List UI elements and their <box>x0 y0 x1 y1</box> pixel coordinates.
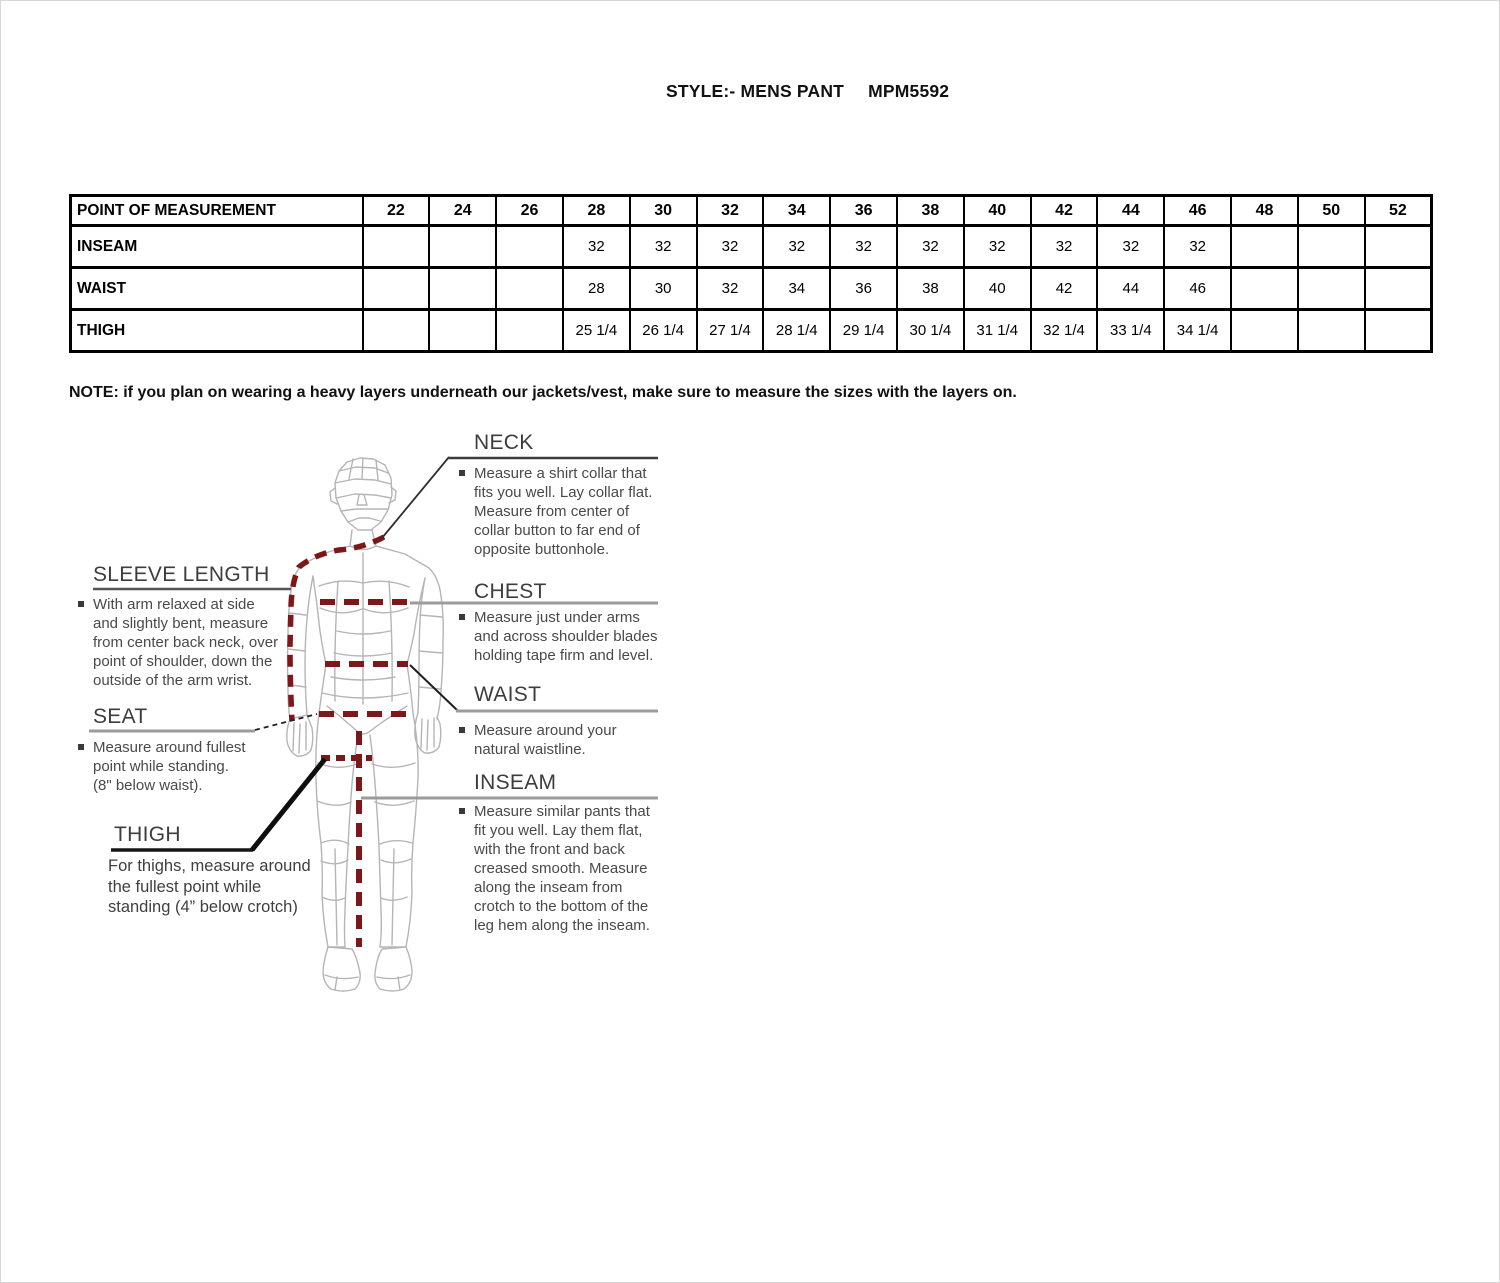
page-title <box>666 81 949 102</box>
guide-text-line: Measure a shirt collar that <box>474 465 647 482</box>
guide-text-line: Measure from center of <box>474 503 630 520</box>
size-value-cell: 26 1/4 <box>630 310 697 352</box>
size-column-header: 26 <box>496 196 563 226</box>
guide-text-line: Measure around fullest <box>93 739 246 756</box>
size-value-cell: 32 <box>897 226 964 268</box>
waist-connector-line <box>410 665 457 710</box>
size-column-header: 50 <box>1298 196 1365 226</box>
size-value-cell <box>496 268 563 310</box>
size-value-cell: 33 1/4 <box>1097 310 1164 352</box>
sleeve-length-instructions <box>93 595 278 690</box>
guide-text-line: point of shoulder, down the <box>93 653 273 670</box>
measurement-row-label: INSEAM <box>71 226 363 268</box>
neck-bullet-icon <box>459 470 465 476</box>
size-value-cell: 32 <box>1031 226 1098 268</box>
neck-label: NECK <box>474 431 534 454</box>
size-value-cell <box>496 310 563 352</box>
size-column-header: 36 <box>830 196 897 226</box>
size-value-cell <box>1231 310 1298 352</box>
seat-label: SEAT <box>93 705 148 728</box>
note-text: NOTE: if you plan on wearing a heavy layers underneath our jackets/vest, make sure to measure the sizes with the layers on. <box>69 384 1017 401</box>
size-value-cell: 28 <box>563 268 630 310</box>
guide-text-line: outside of the arm wrist. <box>93 672 253 689</box>
size-value-cell <box>429 310 496 352</box>
size-value-cell: 32 1/4 <box>1031 310 1098 352</box>
point-of-measurement-header: POINT OF MEASUREMENT <box>71 196 363 226</box>
size-value-cell: 32 <box>697 226 764 268</box>
guide-text-line: crotch to the bottom of the <box>474 898 649 915</box>
chest-label: CHEST <box>474 580 547 603</box>
size-value-cell <box>1365 310 1432 352</box>
style-label: STYLE:- MENS PANT <box>666 81 845 101</box>
guide-text-line: natural waistline. <box>474 741 586 758</box>
thigh-connector-line <box>252 759 325 850</box>
chest-bullet-icon <box>459 614 465 620</box>
guide-text-line: point while standing. <box>93 758 229 775</box>
table-row <box>71 310 1432 352</box>
guide-text-line: creased smooth. Measure <box>474 860 648 877</box>
size-column-header: 42 <box>1031 196 1098 226</box>
size-value-cell: 42 <box>1031 268 1098 310</box>
guide-text-line: For thighs, measure around <box>108 857 311 875</box>
size-value-cell: 32 <box>763 226 830 268</box>
guide-text-line: with the front and back <box>474 841 625 858</box>
waist-label: WAIST <box>474 683 542 706</box>
size-value-cell: 34 <box>763 268 830 310</box>
table-row <box>71 226 1432 268</box>
size-value-cell <box>429 226 496 268</box>
guide-text-line: the fullest point while <box>108 877 262 896</box>
guide-text-line: and slightly bent, measure <box>93 615 269 632</box>
size-column-header: 34 <box>763 196 830 226</box>
size-value-cell <box>1298 310 1365 352</box>
chest-instructions <box>474 608 657 665</box>
size-value-cell <box>1231 268 1298 310</box>
size-value-cell: 30 <box>630 268 697 310</box>
size-value-cell: 32 <box>630 226 697 268</box>
size-value-cell: 31 1/4 <box>964 310 1031 352</box>
size-value-cell <box>363 268 430 310</box>
size-column-header: 46 <box>1164 196 1231 226</box>
inseam-label: INSEAM <box>474 771 557 794</box>
table-row <box>71 268 1432 310</box>
size-value-cell <box>363 310 430 352</box>
guide-text-line: (8" below waist). <box>93 777 203 794</box>
size-value-cell <box>1231 226 1298 268</box>
size-value-cell: 32 <box>830 226 897 268</box>
guide-text-line: fit you well. Lay them flat, <box>474 822 643 839</box>
size-column-header: 40 <box>964 196 1031 226</box>
size-column-header: 30 <box>630 196 697 226</box>
guide-text-line: from center back neck, over <box>93 634 279 651</box>
size-value-cell: 29 1/4 <box>830 310 897 352</box>
guide-text-line: opposite buttonhole. <box>474 541 610 558</box>
seat-connector-line <box>255 714 317 730</box>
measurement-row-label: WAIST <box>71 268 363 310</box>
thigh-instructions <box>108 856 311 918</box>
size-value-cell: 30 1/4 <box>897 310 964 352</box>
seat-instructions <box>93 738 246 795</box>
size-value-cell: 25 1/4 <box>563 310 630 352</box>
neck-sleeve-dash-line <box>290 537 384 721</box>
size-value-cell <box>1298 268 1365 310</box>
guide-text-line: Measure around your <box>474 722 617 739</box>
size-column-header: 24 <box>429 196 496 226</box>
size-column-header: 48 <box>1231 196 1298 226</box>
size-value-cell: 32 <box>563 226 630 268</box>
neck-instructions <box>474 464 652 559</box>
seat-bullet-icon <box>78 744 84 750</box>
neck-connector-line <box>382 457 449 538</box>
waist-instructions <box>474 721 617 759</box>
size-value-cell: 34 1/4 <box>1164 310 1231 352</box>
guide-text-line: Measure similar pants that <box>474 803 650 820</box>
size-value-cell <box>496 226 563 268</box>
guide-text-line: and across shoulder blades <box>474 628 658 645</box>
table-header-row <box>71 196 1432 226</box>
guide-text-line: collar button to far end of <box>474 522 640 539</box>
size-value-cell: 46 <box>1164 268 1231 310</box>
size-value-cell <box>1365 226 1432 268</box>
guide-text-line: fits you well. Lay collar flat. <box>474 484 653 501</box>
size-value-cell <box>1365 268 1432 310</box>
guide-text-line: With arm relaxed at side <box>93 596 255 613</box>
size-table-container <box>69 194 1433 353</box>
size-column-header: 52 <box>1365 196 1432 226</box>
size-value-cell: 38 <box>897 268 964 310</box>
size-value-cell: 27 1/4 <box>697 310 764 352</box>
size-column-header: 38 <box>897 196 964 226</box>
size-value-cell: 32 <box>1097 226 1164 268</box>
sleeve-bullet-icon <box>78 601 84 607</box>
size-value-cell: 44 <box>1097 268 1164 310</box>
waist-bullet-icon <box>459 727 465 733</box>
size-value-cell: 32 <box>1164 226 1231 268</box>
sleeve-length-label: SLEEVE LENGTH <box>93 563 270 586</box>
size-value-cell <box>429 268 496 310</box>
size-column-header: 32 <box>697 196 764 226</box>
thigh-label: THIGH <box>114 823 181 846</box>
guide-text-line: holding tape firm and level. <box>474 647 654 664</box>
size-value-cell: 40 <box>964 268 1031 310</box>
size-column-header: 28 <box>563 196 630 226</box>
size-value-cell: 32 <box>964 226 1031 268</box>
guide-text-line: standing (4” below crotch) <box>108 898 298 916</box>
size-value-cell: 32 <box>697 268 764 310</box>
size-value-cell <box>363 226 430 268</box>
guide-text-line: leg hem along the inseam. <box>474 917 650 934</box>
guide-text-line: Measure just under arms <box>474 609 640 626</box>
inseam-instructions <box>474 802 650 935</box>
size-value-cell: 28 1/4 <box>763 310 830 352</box>
size-value-cell <box>1298 226 1365 268</box>
inseam-bullet-icon <box>459 808 465 814</box>
guide-text-line: along the inseam from <box>474 879 623 896</box>
style-code: MPM5592 <box>868 81 950 101</box>
measurement-row-label: THIGH <box>71 310 363 352</box>
size-value-cell: 36 <box>830 268 897 310</box>
measurement-table <box>69 194 1433 353</box>
size-column-header: 44 <box>1097 196 1164 226</box>
size-column-header: 22 <box>363 196 430 226</box>
